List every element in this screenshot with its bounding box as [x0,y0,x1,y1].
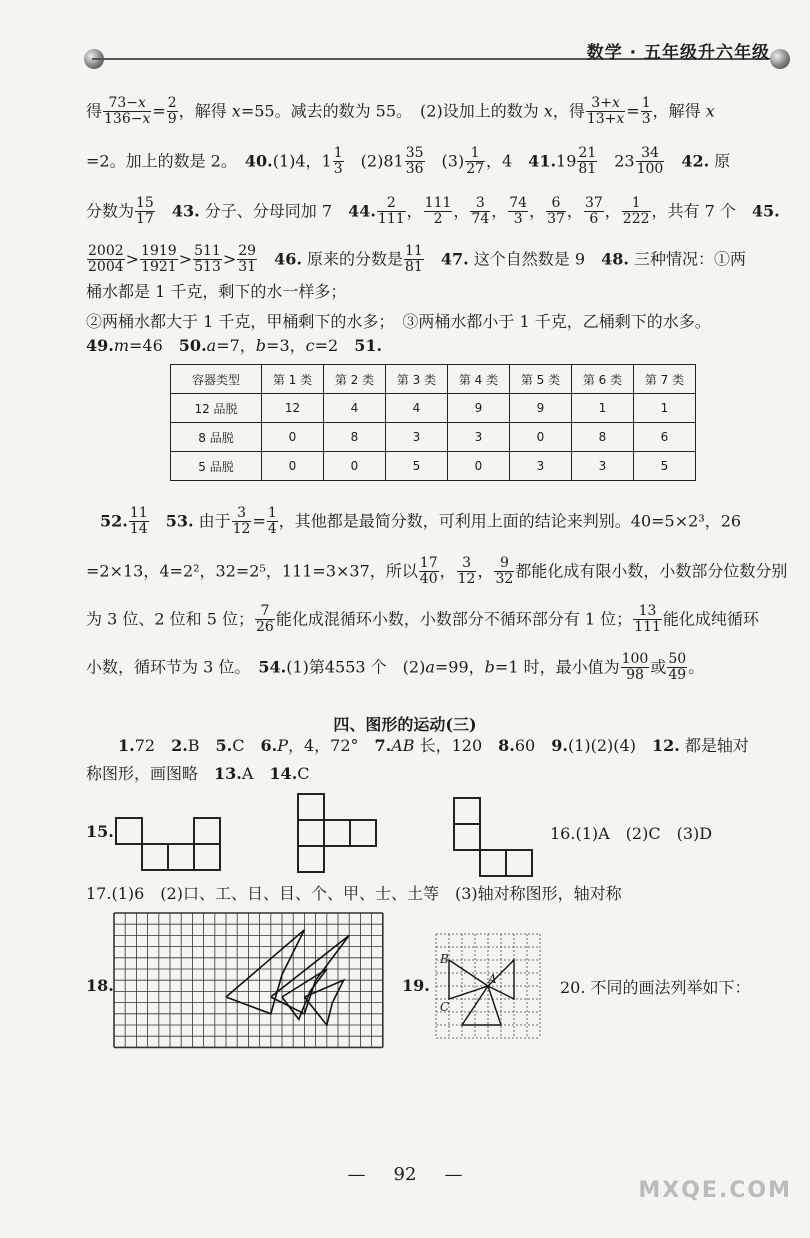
table-cell: 5 [386,452,448,481]
answer-line-5: 桶水都是 1 千克，剩下的水一样多； [86,282,347,301]
table-cell: 0 [324,452,386,481]
table-cell: 1 [634,394,696,423]
table-header-cell: 第 6 类 [572,365,634,394]
q15-label: 15. [86,822,114,841]
q16-answer: 16.(1)A (2)C (3)D [550,824,713,843]
table-cell: 9 [448,394,510,423]
fig19-label-c: C [440,1000,450,1014]
q20-answer: 20. 不同的画法列举如下： [560,978,751,997]
table-cell: 3 [510,452,572,481]
table-header-cell: 第 3 类 [386,365,448,394]
answer-line-10: 为 3 位、2 位和 5 位； $\frac{7}{26}$ 能化成混循环小数，小数部分不循环部分有 1 位； $\frac{13}{111}$ 能化成纯循环 [86,603,759,636]
answer-line-4: $\frac{2002}{2004}$ > $\frac{1919}{1921}$ > $\frac{511}{513}$ > $\frac{29}{31}$ 46. 原来的分数是 $\frac{11}{81}$ 47. 这个自然数是 9 48. 三种情况：①两 [88,243,746,276]
table-cell: 5 [634,452,696,481]
answer-line-2: =2。加上的数是 2。 40.(1)4，1 $\frac{1}{3}$ (2)81 $\frac{35}{36}$ (3) $\frac{1}{27}$ ，4 41.19 $\frac{21}{81}$ 23 $\frac{34}{100}$ 42. 原 [86,145,731,178]
page-number: — 92 — [347,1164,463,1185]
table-cell: 0 [510,423,572,452]
table-cell: 12 [262,394,324,423]
table-cell: 4 [324,394,386,423]
answer-line-11: 小数，循环节为 3 位。 54.(1)第4553 个 (2)a=99，b=1 时，最小值为 $\frac{100}{98}$ 或 $\frac{50}{49}$ 。 [86,651,705,684]
section-title: 四、图形的运动(三) [333,715,477,734]
answer-line-12: 1.72 2.B 5.C 6.P，4，72° 7.AB 长，120 8.60 9.(1)(2)(4) 12. 都是轴对 [118,736,749,755]
table-cell: 0 [262,452,324,481]
header-title: 数学 · 五年级升六年级 [586,43,770,63]
table-header-cell: 第 2 类 [324,365,386,394]
table-cell: 12 品脱 [171,394,262,423]
table-cell: 5 品脱 [171,452,262,481]
table-cell: 0 [448,452,510,481]
table-cell: 9 [510,394,572,423]
table-cell: 3 [448,423,510,452]
table-cell: 8 [324,423,386,452]
table-cell: 8 [572,423,634,452]
answer-line-7: 49.m=46 50.a=7，b=3，c=2 51. [86,336,383,355]
table-cell: 0 [262,423,324,452]
fig19-label-b: B [440,952,449,966]
answer-line-3: 分数为 $\frac{15}{17}$ 43. 分子、分母同加 7 44. $\frac{2}{111}$ ， $\frac{111}{2}$ ， $\frac{3}{74}$ ， $\frac{74}{3}$ ， $\frac{6}{37}$ ， $\frac{37}{6}$ ， $\frac{1}{222}$ ，共有 7 个 45. [86,195,780,228]
watermark: MXQE.COM [638,1178,792,1203]
q19-grid-figure [436,934,540,1038]
answer-line-9: =2×13，4=2²，32=2⁵，111=3×37，所以 $\frac{17}{40}$ ， $\frac{3}{12}$ ， $\frac{9}{32}$ 都能化成有限小数，小数部分位数分别 [86,555,788,588]
table-cell: 1 [572,394,634,423]
answer-line-13: 称图形，画图略 13.A 14.C [86,764,310,783]
table-header-cell: 第 1 类 [262,365,324,394]
table-cell: 6 [634,423,696,452]
table-header-cell: 第 5 类 [510,365,572,394]
table-cell: 3 [572,452,634,481]
q19-label: 19. [402,976,430,995]
table-header-cell: 第 4 类 [448,365,510,394]
fig19-label-a: A [488,972,497,986]
q18-label: 18. [86,976,114,995]
table-cell: 4 [386,394,448,423]
table-header-cell: 容器类型 [171,365,262,394]
table-header-cell: 第 7 类 [634,365,696,394]
q18-grid-figure [114,913,384,1053]
page-number-value: 92 [393,1164,417,1185]
table-cell: 8 品脱 [171,423,262,452]
answer-line-1: 得 $\frac{73-x}{136-x}$ = $\frac{2}{9}$ ，解得 x=55。减去的数为 55。 (2)设加上的数为 x，得 $\frac{3+x}{13+x}$ = $\frac{1}{3}$ ，解得 x [86,95,715,128]
q17-answer: 17.(1)6 (2)口、工、日、目、个、甲、士、土等 (3)轴对称图形，轴对称 [86,884,622,903]
answer-line-6: ②两桶水都大于 1 千克，甲桶剩下的水多； ③两桶水都小于 1 千克，乙桶剩下的水多。 [86,312,711,331]
answer-line-8: 52. $\frac{11}{14}$ 53. 由于 $\frac{3}{12}$ = $\frac{1}{4}$ ，其他都是最简分数，可利用上面的结论来判别。40=5×2³，26 [100,505,742,538]
table-cell: 3 [386,423,448,452]
